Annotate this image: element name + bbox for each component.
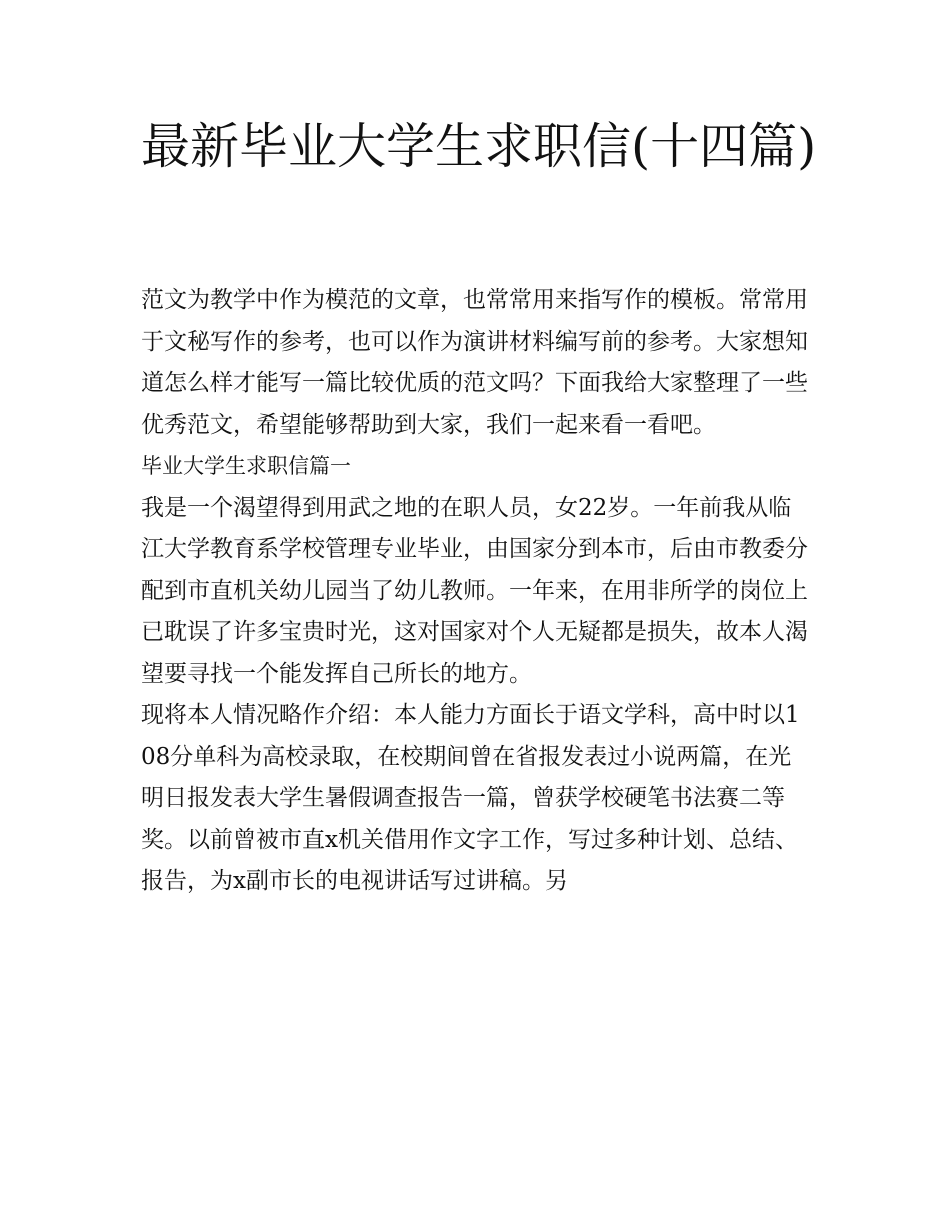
body-paragraph-2: 现将本人情况略作介绍：本人能力方面长于语文学科，高中时以108分单科为高校录取，在校期间曾在省报发表过小说两篇，在光明日报发表大学生暑假调查报告一篇，曾获学校硬笔书法赛二等奖。以前曾被市直x机关借用作文字工作，写过多种计划、总结、报告，为x副市长的电视讲话写过讲稿。另 [141,702,800,894]
document-title: 最新毕业大学生求职信(十四篇) [141,118,817,175]
body-paragraph-1: 我是一个渴望得到用武之地的在职人员，女22岁。一年前我从临江大学教育系学校管理专业毕业，由国家分到本市，后由市教委分配到市直机关幼儿园当了幼儿教师。一年来，在用非所学的岗位上已耽误了许多宝贵时光，这对国家对个人无疑都是损失，故本人渴望要寻找一个能发挥自己所长的地方。 [141,494,808,687]
document-body [141,280,813,903]
section-heading: 毕业大学生求职信篇一 [141,454,351,478]
intro-paragraph: 范文为教学中作为模范的文章，也常常用来指写作的模板。常常用于文秘写作的参考，也可以作为演讲材料编写前的参考。大家想知道怎么样才能写一篇比较优质的范文吗？下面我给大家整理了一些优秀范文，希望能够帮助到大家，我们一起来看一看吧。 [141,287,808,438]
